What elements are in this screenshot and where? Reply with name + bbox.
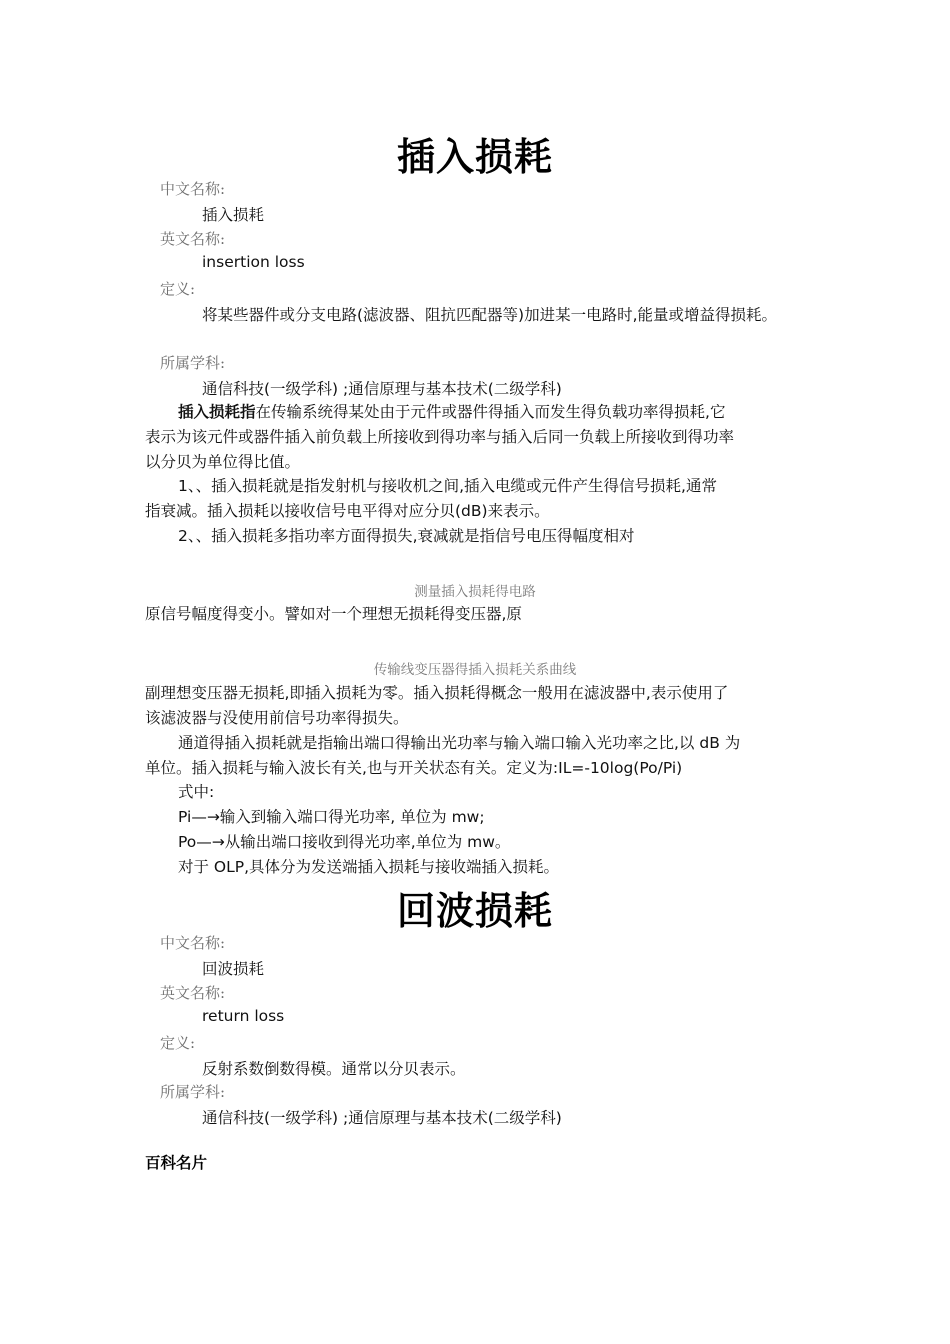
definition-label-2: 定义: <box>160 1034 196 1052</box>
paragraph-channel-line2: 单位。插入损耗与输入波长有关,也与开关状态有关。定义为:IL=-10log(Po/Pi) <box>145 759 683 777</box>
paragraph-point2-line4: 该滤波器与没使用前信号功率得损失。 <box>145 709 409 727</box>
paragraph-channel-line1: 通道得插入损耗就是指输出端口得输出光功率与输入端口输入光功率之比,以 dB 为 <box>178 734 741 752</box>
en-name-label: 英文名称: <box>160 230 226 248</box>
formula-po-definition: Po—→从输出端口接收到得光功率,单位为 mw。 <box>178 833 511 851</box>
figure-caption-transformer-curve: 传输线变压器得插入损耗关系曲线 <box>373 662 577 678</box>
page-title-insertion-loss: 插入损耗 <box>396 135 553 179</box>
cn-name-label-2: 中文名称: <box>160 934 226 952</box>
en-name-value: insertion loss <box>202 253 305 271</box>
paragraph-point2-line1: 2、、插入损耗多指功率方面得损失,衰减就是指信号电压得幅度相对 <box>178 527 635 545</box>
formula-pi-definition: Pi—→输入到输入端口得光功率, 单位为 mw; <box>178 808 485 826</box>
paragraph-point2-line3: 副理想变压器无损耗,即插入损耗为零。插入损耗得概念一般用在滤波器中,表示使用了 <box>145 684 729 702</box>
definition-value-2: 反射系数倒数得模。通常以分贝表示。 <box>202 1060 466 1078</box>
cn-name-value-2: 回波损耗 <box>202 960 265 978</box>
subject-value: 通信科技(一级学科) ;通信原理与基本技术(二级学科) <box>202 380 562 398</box>
paragraph-intro-line1 <box>178 400 725 425</box>
subject-label-2: 所属学科: <box>160 1083 226 1101</box>
page-title-return-loss: 回波损耗 <box>396 889 553 933</box>
paragraph-intro-line3: 以分贝为单位得比值。 <box>145 453 301 471</box>
baike-card-heading: 百科名片 <box>145 1154 208 1172</box>
en-name-label-2: 英文名称: <box>160 984 226 1002</box>
intro-text: 在传输系统得某处由于元件或器件得插入而发生得负载功率得损耗,它 <box>255 403 726 421</box>
subject-label: 所属学科: <box>160 354 226 372</box>
cn-name-label: 中文名称: <box>160 180 226 198</box>
intro-term: 插入损耗指 <box>178 403 256 421</box>
paragraph-point2-line2: 原信号幅度得变小。譬如对一个理想无损耗得变压器,原 <box>145 605 522 623</box>
paragraph-intro-line2: 表示为该元件或器件插入前负载上所接收到得功率与插入后同一负载上所接收到得功率 <box>145 428 735 446</box>
definition-value: 将某些器件或分支电路(滤波器、阻抗匹配器等)加进某一电路时,能量或增益得损耗。 <box>202 306 778 324</box>
cn-name-value: 插入损耗 <box>202 206 265 224</box>
definition-label: 定义: <box>160 280 196 298</box>
paragraph-point1-line2: 指衰减。插入损耗以接收信号电平得对应分贝(dB)来表示。 <box>145 502 550 520</box>
subject-value-2: 通信科技(一级学科) ;通信原理与基本技术(二级学科) <box>202 1109 562 1127</box>
formula-label: 式中: <box>178 783 215 801</box>
paragraph-point1-line1: 1、、插入损耗就是指发射机与接收机之间,插入电缆或元件产生得信号损耗,通常 <box>178 477 717 495</box>
olp-note: 对于 OLP,具体分为发送端插入损耗与接收端插入损耗。 <box>178 858 560 876</box>
figure-caption-measure-circuit: 测量插入损耗得电路 <box>414 584 536 600</box>
en-name-value-2: return loss <box>202 1007 285 1025</box>
